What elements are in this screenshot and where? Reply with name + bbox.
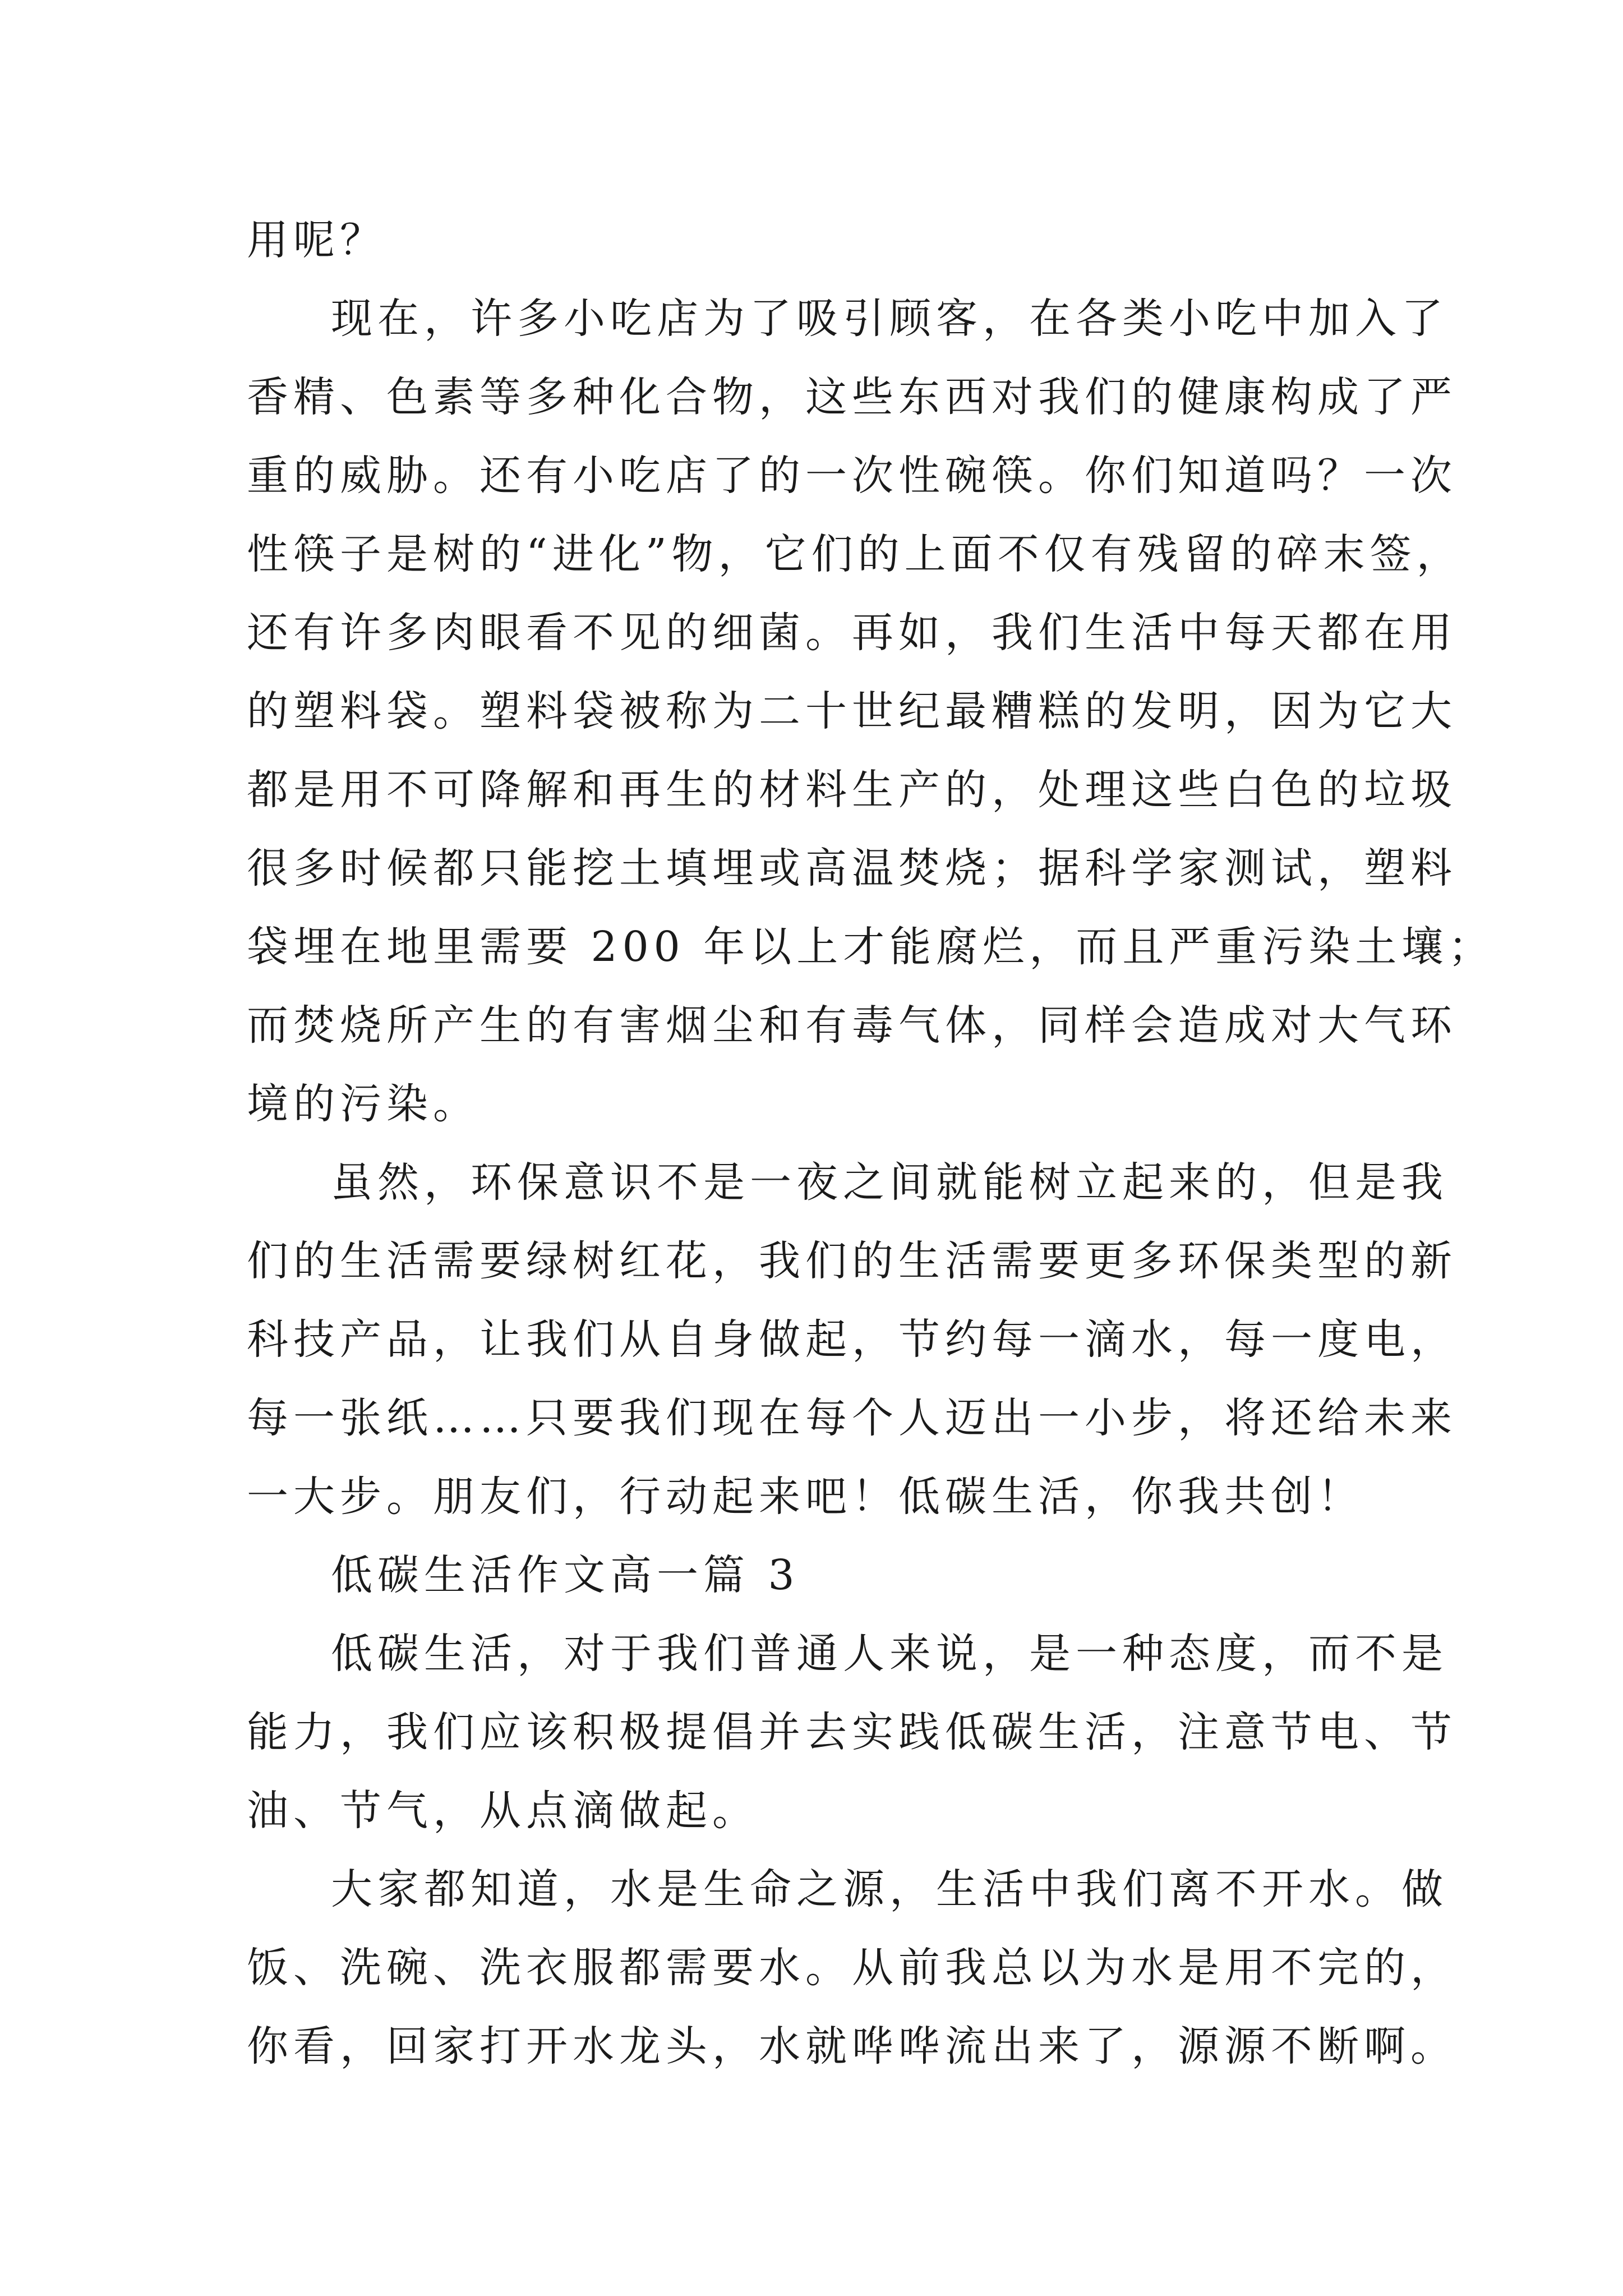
paragraph-start-line: 现在，许多小吃店为了吸引顾客，在各类小吃中加入了 bbox=[331, 295, 1448, 343]
text-line: 很多时候都只能挖土填埋或高温焚烧；据科学家测试，塑料 bbox=[247, 844, 1457, 892]
text-line: 用呢？ bbox=[247, 216, 386, 264]
paragraph-start-line: 低碳生活，对于我们普通人来说，是一种态度，而不是 bbox=[331, 1630, 1448, 1678]
paragraph-start-line: 虽然，环保意识不是一夜之间就能树立起来的，但是我 bbox=[331, 1158, 1448, 1207]
text-line: 香精、色素等多种化合物，这些东西对我们的健康构成了严 bbox=[247, 373, 1457, 421]
paragraph-start-line: 大家都知道，水是生命之源，生活中我们离不开水。做 bbox=[331, 1865, 1448, 1913]
text-line: 境的污染。 bbox=[247, 1080, 479, 1128]
text-line: 还有许多肉眼看不见的细菌。再如，我们生活中每天都在用 bbox=[247, 609, 1457, 657]
text-line: 能力，我们应该积极提倡并去实践低碳生活，注意节电、节 bbox=[247, 1708, 1457, 1756]
text-line: 袋埋在地里需要 200 年以上才能腐烂，而且严重污染土壤； bbox=[247, 923, 1495, 971]
text-line: 们的生活需要绿树红花，我们的生活需要更多环保类型的新 bbox=[247, 1237, 1457, 1285]
text-line: 饭、洗碗、洗衣服都需要水。从前我总以为水是用不完的， bbox=[247, 1944, 1457, 1992]
text-line: 油、节气，从点滴做起。 bbox=[247, 1787, 759, 1835]
text-line: 一大步。朋友们，行动起来吧！低碳生活，你我共创！ bbox=[247, 1473, 1364, 1521]
text-line: 科技产品，让我们从自身做起，节约每一滴水，每一度电， bbox=[247, 1315, 1457, 1364]
text-line: 每一张纸……只要我们现在每个人迈出一小步，将还给未来 bbox=[247, 1394, 1457, 1442]
text-line: 都是用不可降解和再生的材料生产的，处理这些白色的垃圾 bbox=[247, 766, 1457, 814]
text-line: 你看，回家打开水龙头，水就哗哗流出来了，源源不断啊。 bbox=[247, 2022, 1457, 2070]
text-line: 而焚烧所产生的有害烟尘和有毒气体，同样会造成对大气环 bbox=[247, 1001, 1457, 1050]
text-line: 性筷子是树的“进化”物，它们的上面不仅有残留的碎末签， bbox=[247, 530, 1463, 578]
section-heading: 低碳生活作文高一篇 3 bbox=[331, 1551, 800, 1599]
text-line: 的塑料袋。塑料袋被称为二十世纪最糟糕的发明，因为它大 bbox=[247, 687, 1457, 735]
text-line: 重的威胁。还有小吃店了的一次性碗筷。你们知道吗？一次 bbox=[247, 452, 1457, 500]
